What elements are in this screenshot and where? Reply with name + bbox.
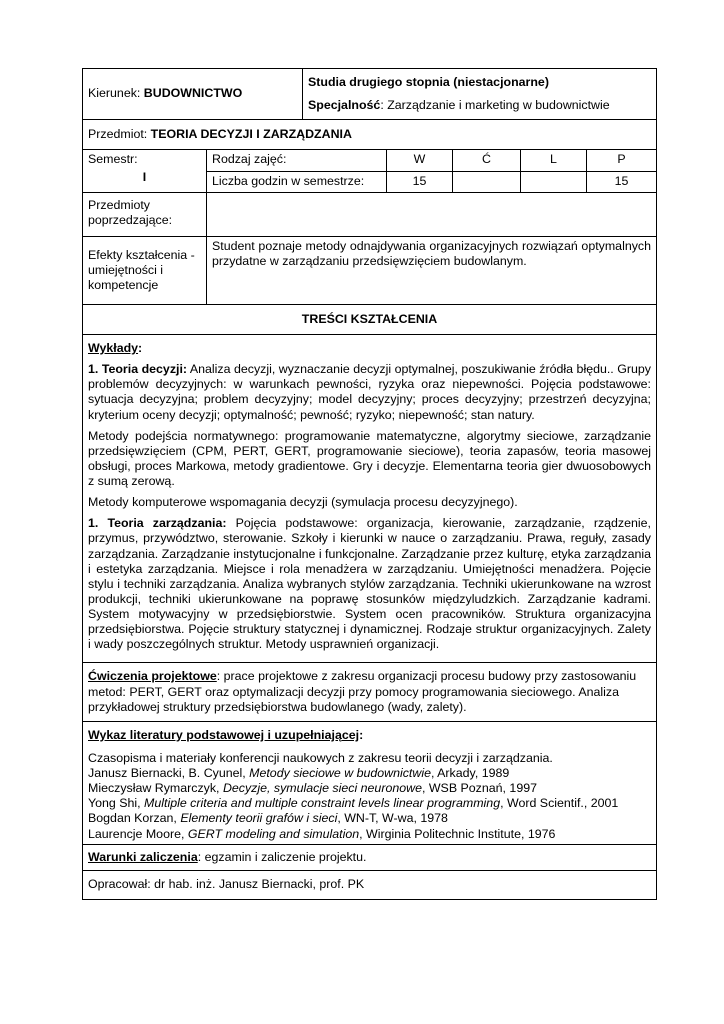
warunki-title: Warunki zaliczenia [88,849,198,864]
syllabus-table [82,68,657,900]
wyklady-cell: Wykłady: 1. Teoria decyzji: Analiza decyzji, wyznaczanie decyzji optymalnej, poszukiwanie źródła błędu.. Grupy problemów decyzyjnych: w warunkach pewności, ryzyka oraz niepewności. Pojęcia podstawowe: sytuacja decyzyjna; problem decyzyjny; model decyzyjny; proces decyzyjny; przestrzeń decyzyjna; kryterium oceny decyzji; optymalność; pewność; ryzyko; niepewność; stan natury. Metody podejścia normatywnego: programowanie matematyczne, algorytmy sieciowe, zarządzanie przedsięwzięciem (CPM, PERT, GERT, programowanie sieciowe), teoria zapasów, teoria masowej obsługi, proces Markowa, metody gradientowe. Gry i decyzje. Elementarna teoria gier dwuosobowych z sumą zerową. Metody komputerowe wspomagania decyzji (symulacja procesu decyzyjnego). 1. Teoria zarządzania: Pojęcia podstawowe: organizacja, kierowanie, zarządzanie, rządzenie, przymus, przywództwo, sterowanie. Szkoły i kierunki w nauce o zarządzaniu. Prawa, reguły, zasady zarządzania. Zarządzanie instytucjonalne i funkcjonalne. Zarządzanie przez kulturę, etyka zarządzania i estetyka zarządzania. Miejsce i rola menadżera w zarządzaniu. Umiejętności menadżera. Pojęcie stylu i techniki zarządzania. Analiza wybranych stylów zarządzania. Techniki ukierunkowane na wzrost produkcji, techniki ukierunkowane na poprawę stosunków międzyludzkich. Zarządzanie kadrami. System motywacyjny w przedsiębiorstwie. System ocen pracowników. Struktura organizacyjna przedsiębiorstwa. Pojęcie struktury statycznej i dynamicznej. Rodzaje struktur organizacyjnych. Zalety i wady poszczególnych struktur. Metody usprawnień organizacji. [83,335,657,663]
opracowal-text: Opracował: dr hab. inż. Janusz Biernacki, prof. PK [83,870,657,899]
efekty-value: Student poznaje metody odnajdywania organizacyjnych rozwiązań optymalnych przydatne w zarządzaniu przedsięwzięciem budowlanym. [207,237,657,305]
wyklady-p2: Metody podejścia normatywnego: programowanie matematyczne, algorytmy sieciowe, zarządzanie przedsięwzięciem (CPM, PERT, GERT, programowanie sieciowe), teoria zapasów, teoria masowej obsługi, proces Markowa, metody gradientowe. Gry i decyzje. Elementarna teoria gier dwuosobowych z sumą zerową. [88,428,651,488]
cwiczenia-cell [83,663,657,721]
wyklady-p4: 1. Teoria zarządzania: Pojęcia podstawowe: organizacja, kierowanie, zarządzanie, rządzenie, przymus, przywództwo, sterowanie. Szkoły i kierunki w nauce o zarządzaniu. Prawa, reguły, zasady zarządzania. Zarządzanie instytucjonalne i funkcjonalne. Zarządzanie przez kulturę, etyka zarządzania i estetyka zarządzania. Miejsce i rola menadżera w zarządzaniu. Umiejętności menadżera. Pojęcie stylu i techniki zarządzania. Analiza wybranych stylów zarządzania. Techniki ukierunkowane na wzrost produkcji, techniki ukierunkowane na poprawę stosunków międzyludzkich. Zarządzanie kadrami. System motywacyjny w przedsiębiorstwie. System ocen pracowników. Struktura organizacyjna przedsiębiorstwa. Pojęcie struktury statycznej i dynamicznej. Rodzaje struktur organizacyjnych. Zalety i wady poszczególnych struktur. Metody usprawnień organizacji. [88,516,651,652]
hours-p: 15 [587,172,657,193]
kierunek-value: BUDOWNICTWO [143,86,243,101]
hours-c [453,172,521,193]
cwiczenia-title: Ćwiczenia projektowe [88,669,217,684]
rodzaj-zajec-label: Rodzaj zajęć: [207,150,387,172]
przedmioty-value [207,193,657,237]
semestr-cell [83,150,207,193]
semestr-label: Semestr: [88,152,138,166]
literatura-item: Yong Shi, Multiple criteria and multiple constraint levels linear programming, Word Scientif., 2001 [88,796,619,811]
przedmiot-cell [83,120,657,150]
wyklady-p1: 1. Teoria decyzji: Analiza decyzji, wyznaczanie decyzji optymalnej, poszukiwanie źródła błędu.. Grupy problemów decyzyjnych: w warunkach pewności, ryzyka oraz niepewności. Pojęcia podstawowe: sytuacja decyzyjna; problem decyzyjny; model decyzyjny; proces decyzyjny; przestrzeń decyzyjna; kryterium oceny decyzji; optymalność; pewność; ryzyko; niepewność; stan natury. [88,362,651,422]
studia-label: Studia drugiego stopnia (niestacjonarne) [308,75,549,89]
literatura-title: Wykaz literatury podstawowej i uzupełniającej [88,727,360,742]
syllabus-document [82,68,656,900]
col-w-header: W [387,150,453,172]
warunki-text: : egzamin i zaliczenie projektu. [197,849,367,864]
wyklady-p3: Metody komputerowe wspomagania decyzji (symulacja procesu decyzyjnego). [88,495,518,510]
literatura-item: Mieczysław Rymarczyk, Decyzje, symulacje sieci neuronowe, WSB Poznań, 1997 [88,781,537,796]
literatura-item: Czasopisma i materiały konferencji naukowych z zakresu teorii decyzji i zarządzania. [88,750,553,765]
cwiczenia-text: : prace projektowe z zakresu organizacji procesu budowy przy zastosowaniu metod: PERT, GERT oraz optymalizacji decyzji przy pomocy programowania sieciowego. Analiza przykładowej struktury przedsiębiorstwa budowlanego (wady, zalety). [88,669,637,714]
specjalnosc-value: : Zarządzanie i marketing w budownictwie [380,98,610,113]
efekty-label: Efekty kształcenia - umiejętności i kompetencje [83,237,207,305]
warunki-cell [83,844,657,870]
col-l-header: L [521,150,587,172]
literatura-item: Janusz Biernacki, B. Cyunel, Metody sieciowe w budownictwie, Arkady, 1989 [88,766,510,780]
literatura-item: Bogdan Korzan, Elementy teorii grafów i sieci, WN-T, W-wa, 1978 [88,811,448,826]
col-c-header: Ć [453,150,521,172]
specjalnosc-label: Specjalność [308,98,381,113]
kierunek-cell [83,69,303,120]
semestr-value: I [142,170,147,185]
hours-w: 15 [387,172,453,193]
przedmiot-value: TEORIA DECYZJI I ZARZĄDZANIA [150,126,352,141]
hours-l [521,172,587,193]
col-p-header: P [587,150,657,172]
przedmioty-label: Przedmioty poprzedzające: [83,193,207,237]
literatura-cell: Wykaz literatury podstawowej i uzupełniającej: Czasopisma i materiały konferencji naukowych z zakresu teorii decyzji i zarządzania. Janusz Biernacki, B. Cyunel, Metody sieciowe w budownictwie, Arkady, 1989 Mieczysław Rymarczyk, Decyzje, symulacje sieci neuronowe, WSB Poznań, 1997 Yong Shi, Multiple criteria and multiple constraint levels linear programming, Word Scientif., 2001 Bogdan Korzan, Elementy teorii grafów i sieci, WN-T, W-wa, 1978 Laurencje Moore, GERT modeling and simulation, Wirginia Politechnic Institute, 1976 [83,721,657,844]
wyklady-title: Wykłady [88,341,139,355]
studia-cell [303,69,657,120]
kierunek-label: Kierunek: [88,86,144,101]
literatura-item: Laurencje Moore, GERT modeling and simulation, Wirginia Politechnic Institute, 1976 [88,826,556,841]
tresci-title: TREŚCI KSZTAŁCENIA [83,305,657,335]
przedmiot-label: Przedmiot: [88,126,151,141]
liczba-godzin-label: Liczba godzin w semestrze: [207,172,387,193]
